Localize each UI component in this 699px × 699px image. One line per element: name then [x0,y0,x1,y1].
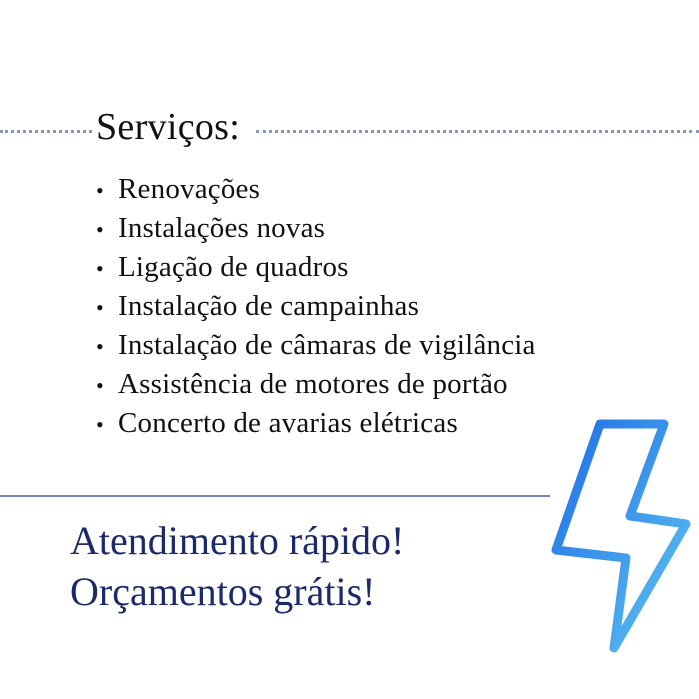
service-label: Assistência de motores de portão [118,368,508,400]
cta-fast-service: Atendimento rápido! [70,518,405,563]
bullet: • [96,295,104,320]
service-label: Instalação de câmaras de vigilância [118,329,536,361]
list-item [96,209,536,248]
bullet: • [96,412,104,437]
service-label: Renovações [118,173,261,205]
divider [0,495,550,497]
lightning-bolt-icon [548,412,699,657]
dotted-rule-left [0,130,92,133]
bullet: • [96,373,104,398]
service-label: Instalação de campainhas [118,290,420,322]
service-label: Concerto de avarias elétricas [118,407,458,439]
bullet: • [96,334,104,359]
list-item [96,170,536,209]
dotted-rule-right [256,130,699,133]
bullet: • [96,256,104,281]
list-item [96,248,536,287]
service-label: Instalações novas [118,212,326,244]
list-item [96,287,536,326]
list-item [96,404,536,443]
services-list [96,170,536,443]
cta-free-quotes: Orçamentos grátis! [70,569,376,614]
service-label: Ligação de quadros [118,251,349,283]
bullet: • [96,217,104,242]
list-item [96,326,536,365]
list-item [96,365,536,404]
services-title: Serviços: [96,106,241,148]
bullet: • [96,178,104,203]
